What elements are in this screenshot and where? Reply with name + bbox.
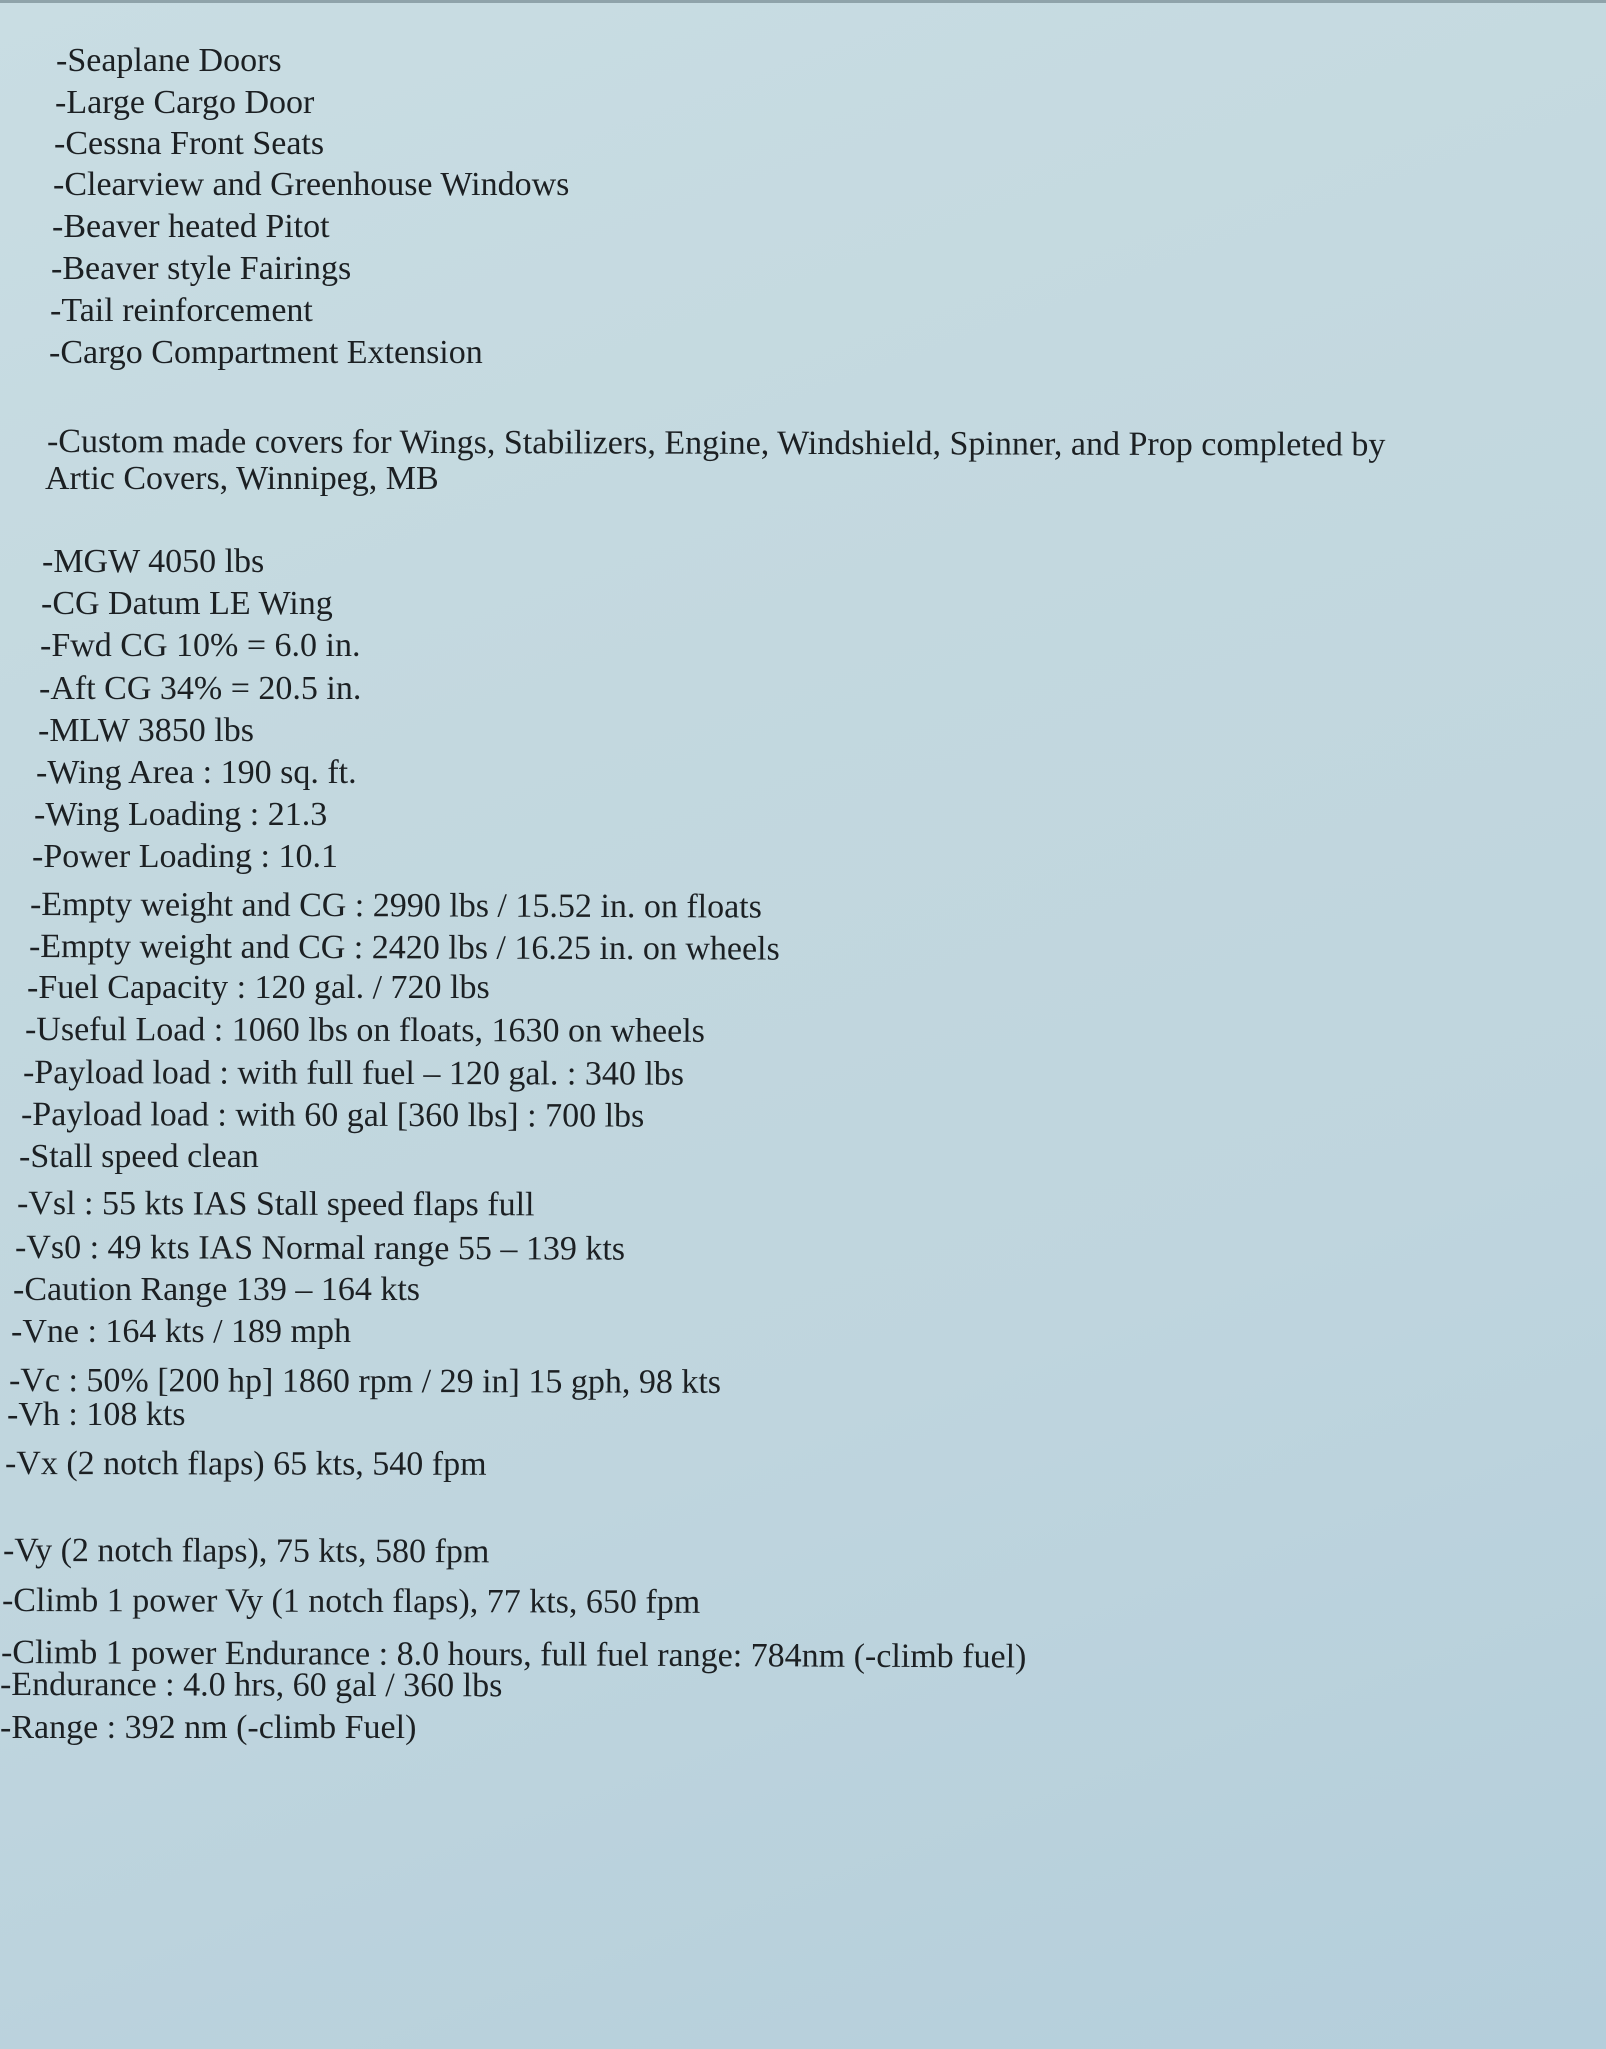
feature-item: -Seaplane Doors — [56, 42, 282, 79]
spec-item: -Caution Range 139 – 164 kts — [13, 1271, 421, 1308]
performance-item: -Range : 392 nm (-climb Fuel) — [0, 1709, 417, 1746]
spec-item: -Vh : 108 kts — [7, 1396, 186, 1433]
feature-item: -Cessna Front Seats — [54, 125, 325, 162]
performance-item: -Vy (2 notch flaps), 75 kts, 580 fpm — [2, 1532, 490, 1571]
spec-item: -Vc : 50% [200 hp] 1860 rpm / 29 in] 15 gph, 98 kts — [8, 1362, 722, 1401]
covers-line-2: Artic Covers, Winnipeg, MB — [45, 460, 439, 497]
spec-item: -Fuel Capacity : 120 gal. / 720 lbs — [27, 969, 490, 1006]
spec-item: -Payload load : with full fuel – 120 gal. : 340 lbs — [22, 1054, 685, 1093]
feature-item: -Beaver style Fairings — [51, 250, 352, 287]
spec-item: -Aft CG 34% = 20.5 in. — [39, 670, 362, 707]
feature-item: -Beaver heated Pitot — [52, 208, 330, 245]
spec-item: -CG Datum LE Wing — [41, 585, 333, 622]
spec-item: -MLW 3850 lbs — [38, 712, 254, 749]
spec-item: -Stall speed clean — [19, 1138, 259, 1175]
feature-item: -Clearview and Greenhouse Windows — [53, 166, 570, 203]
page-top-edge — [0, 0, 1606, 3]
feature-item: -Cargo Compartment Extension — [49, 334, 483, 371]
performance-item: -Endurance : 4.0 hrs, 60 gal / 360 lbs — [0, 1666, 503, 1705]
performance-item: -Climb 1 power Vy (1 notch flaps), 77 kts, 650 fpm — [1, 1582, 701, 1621]
spec-item: -Payload load : with 60 gal [360 lbs] : 700 lbs — [20, 1096, 645, 1135]
feature-item: -Large Cargo Door — [55, 84, 315, 121]
spec-item: -Power Loading : 10.1 — [32, 838, 338, 875]
performance-item: -Climb 1 power Endurance : 8.0 hours, full fuel range: 784nm (-climb fuel) — [0, 1634, 1027, 1676]
spec-item: -MGW 4050 lbs — [42, 543, 265, 580]
spec-item: -Vne : 164 kts / 189 mph — [11, 1313, 351, 1350]
spec-item: -Wing Loading : 21.3 — [34, 796, 328, 833]
spec-item: -Fwd CG 10% = 6.0 in. — [40, 627, 361, 664]
covers-line-1: -Custom made covers for Wings, Stabilizers, Engine, Windshield, Spinner, and Prop completed by — [46, 423, 1386, 464]
spec-item: -Vsl : 55 kts IAS Stall speed flaps full — [16, 1185, 535, 1224]
spec-item: -Empty weight and CG : 2990 lbs / 15.52 in. on floats — [29, 886, 762, 926]
spec-item: -Vs0 : 49 kts IAS Normal range 55 – 139 kts — [14, 1229, 626, 1268]
spec-item: -Empty weight and CG : 2420 lbs / 16.25 in. on wheels — [28, 928, 780, 968]
spec-item: -Vx (2 notch flaps) 65 kts, 540 fpm — [4, 1445, 487, 1483]
feature-item: -Tail reinforcement — [50, 292, 313, 329]
spec-item: -Wing Area : 190 sq. ft. — [36, 754, 357, 791]
spec-item: -Useful Load : 1060 lbs on floats, 1630 on wheels — [24, 1011, 705, 1050]
